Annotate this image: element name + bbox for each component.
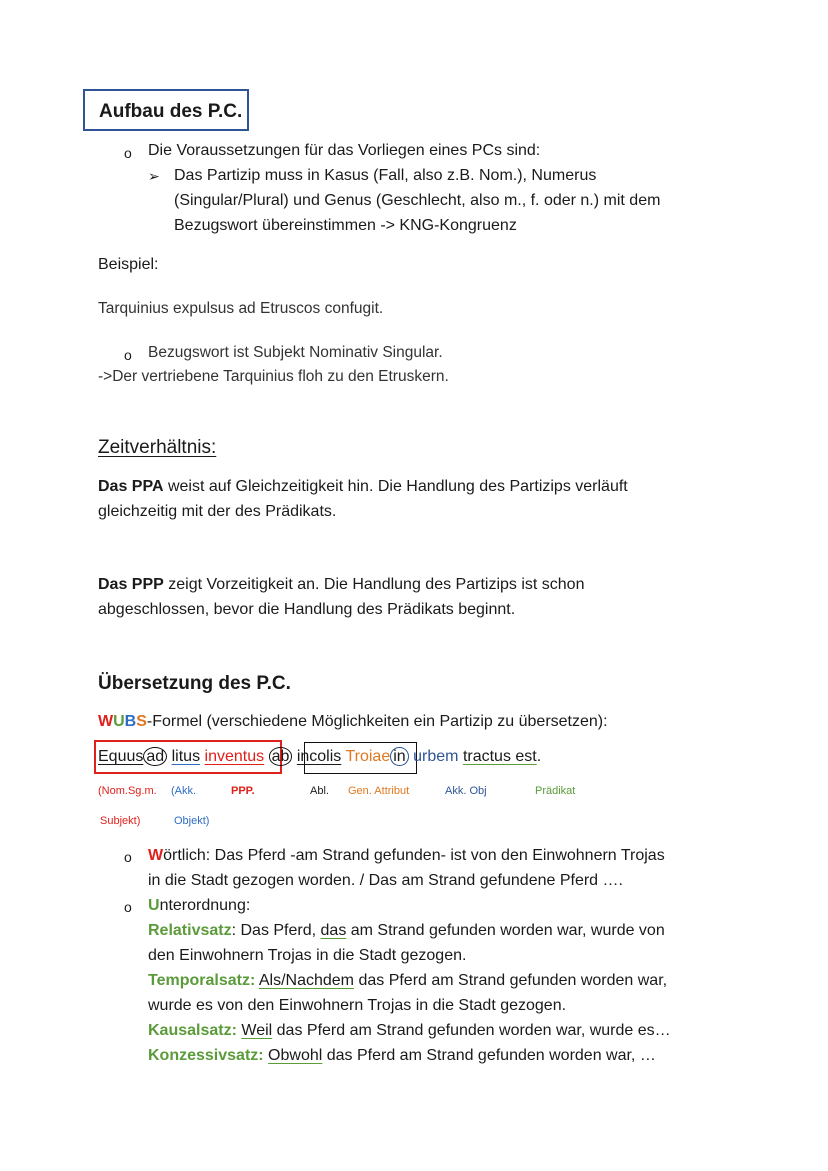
relativsatz-line1 [148, 918, 665, 943]
word-urbem: urbem [413, 748, 459, 765]
temporalsatz-conj: Als/Nachdem [258, 972, 354, 989]
label-gen: Gen. Attribut [348, 785, 410, 797]
ppa-label: Das PPA [98, 478, 164, 495]
label-akk: (Akk. [171, 785, 197, 797]
unterordnung-line [148, 893, 250, 918]
woertlich-line1 [148, 843, 665, 868]
ppa-text: weist auf Gleichzeitigkeit hin. Die Handlung des Partizips verläuft [163, 478, 628, 495]
label-praedikat: Prädikat [535, 785, 576, 797]
relativsatz-conj: das [320, 922, 347, 939]
ppa-line1 [98, 478, 628, 496]
title-text: Aufbau des P.C. [99, 101, 243, 122]
latin-sentence [98, 748, 541, 766]
section-title-zeitverhaeltnis: Zeitverhältnis: [98, 437, 217, 458]
konzessivsatz-line [148, 1043, 656, 1068]
wubs-u: U [113, 713, 125, 730]
temporalsatz-line1 [148, 968, 667, 993]
wubs-s: S [136, 713, 147, 730]
bullet-bezugswort: Bezugswort ist Subjekt Nominativ Singular. [148, 344, 443, 361]
relativsatz-line2: den Einwohnern Trojas in die Stadt gezogen. [148, 947, 467, 964]
circle-bullet-icon: o [124, 145, 132, 161]
word-incolis: incolis [296, 748, 342, 765]
temporalsatz-text: das Pferd am Strand gefunden worden war, [354, 972, 668, 989]
relativsatz-label: Relativsatz [148, 922, 232, 939]
unterordnung-text: nterordnung: [159, 897, 251, 914]
translation-example: ->Der vertriebene Tarquinius floh zu den Etruskern. [98, 368, 449, 385]
word-inventus: inventus [204, 748, 265, 765]
kausalsatz-text: das Pferd am Strand gefunden worden war, wurde es… [272, 1022, 671, 1039]
section-title-uebersetzung: Übersetzung des P.C. [98, 673, 291, 694]
ppp-text: zeigt Vorzeitigkeit an. Die Handlung des Partizips ist schon [163, 576, 585, 593]
latin-example: Tarquinius expulsus ad Etruscos confugit. [98, 300, 384, 317]
word-litus: litus [171, 748, 201, 765]
konzessivsatz-conj: Obwohl [268, 1047, 323, 1064]
ppa-line2: gleichzeitig mit der des Prädikats. [98, 503, 337, 520]
section-title-aufbau [83, 89, 249, 131]
ppp-label: Das PPP [98, 576, 164, 593]
word-troiae: Troiae [345, 748, 391, 765]
label-ppp: PPP. [231, 785, 255, 797]
relativsatz-text-b: am Strand gefunden worden war, wurde von [346, 922, 665, 939]
wubs-rest: -Formel (verschiedene Möglichkeiten ein Partizip zu übersetzen): [146, 713, 608, 730]
kausalsatz-conj: Weil [241, 1022, 273, 1039]
label-nom: (Nom.Sg.m. [98, 785, 157, 797]
circle-bullet-icon: o [124, 347, 132, 363]
word-equus: Equus [98, 748, 144, 765]
label-akkobj: Akk. Obj [445, 785, 487, 797]
sub-bullet-line1: Das Partizip muss in Kasus (Fall, also z.B. Nom.), Numerus [174, 167, 597, 184]
ppp-line1 [98, 576, 584, 594]
label-subjekt: Subjekt) [100, 815, 141, 827]
label-objekt: Objekt) [174, 815, 210, 827]
arrow-bullet-icon: ➢ [148, 168, 160, 184]
sub-bullet-line3: Bezugswort übereinstimmen -> KNG-Kongruenz [174, 217, 517, 234]
word-tractus-est: tractus est [462, 748, 537, 765]
temporalsatz-label: Temporalsatz: [148, 972, 256, 989]
woertlich-line2: in die Stadt gezogen worden. / Das am Strand gefundene Pferd …. [148, 872, 623, 889]
ppp-line2: abgeschlossen, bevor die Handlung des Prädikats beginnt. [98, 601, 516, 618]
beispiel-label: Beispiel: [98, 256, 159, 273]
temporalsatz-line2: wurde es von den Einwohnern Trojas in die Stadt gezogen. [148, 997, 567, 1014]
circle-bullet-icon: o [124, 899, 132, 915]
wubs-b: B [124, 713, 137, 730]
word-in: in [390, 747, 408, 766]
sentence-period: . [536, 748, 542, 765]
wubs-w: W [98, 713, 114, 730]
relativsatz-text-a: : Das Pferd, [231, 922, 321, 939]
wubs-formula [98, 713, 608, 731]
w-initial: W [148, 847, 164, 864]
woertlich-text: örtlich: Das Pferd -am Strand gefunden- ist von den Einwohnern Trojas [163, 847, 665, 864]
word-ad: ad [143, 747, 167, 766]
u-initial: U [148, 897, 160, 914]
label-abl: Abl. [310, 785, 329, 797]
sub-bullet-line2: (Singular/Plural) und Genus (Geschlecht, also m., f. oder n.) mit dem [174, 192, 661, 209]
word-ab: ab [269, 747, 293, 766]
konzessivsatz-label: Konzessivsatz: [148, 1047, 264, 1064]
konzessivsatz-text: das Pferd am Strand gefunden worden war, … [322, 1047, 656, 1064]
bullet-voraussetzungen: Die Voraussetzungen für das Vorliegen eines PCs sind: [148, 142, 541, 159]
kausalsatz-label: Kausalsatz: [148, 1022, 237, 1039]
kausalsatz-line [148, 1018, 671, 1043]
circle-bullet-icon: o [124, 849, 132, 865]
